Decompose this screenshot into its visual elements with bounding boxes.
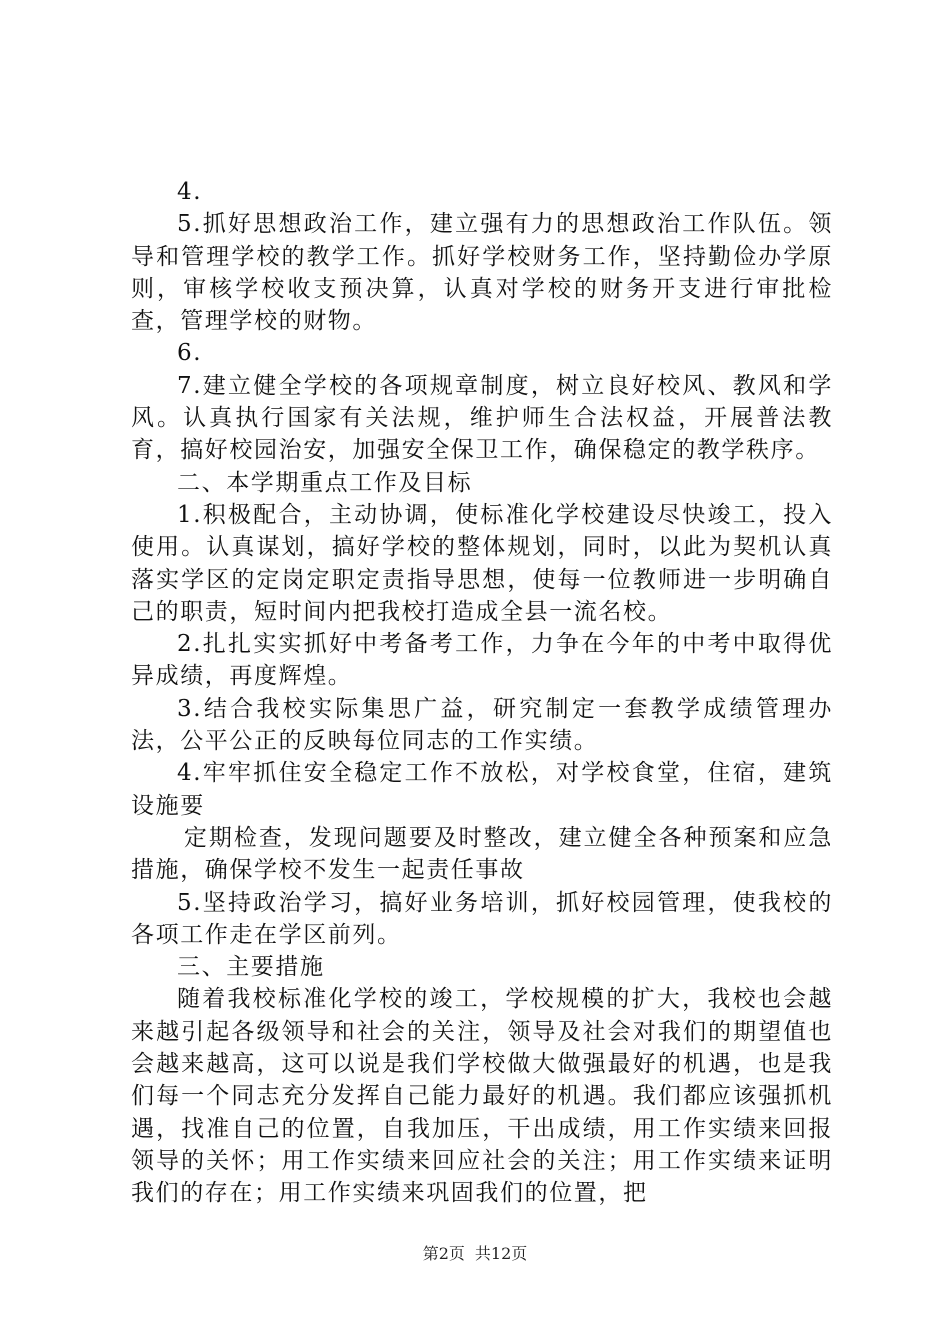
section-heading-key-work: 二、本学期重点工作及目标	[177, 469, 473, 496]
paragraph-item-5-political-work: 5.抓好思想政治工作，建立强有力的思想政治工作队伍。领导和管理学校的教学工作。抓好学校财务工作，坚持勤俭办学原则，审核学校收支预决算，认真对学校的财务开支进行审批检查，管理学校的财物。	[131, 211, 833, 335]
paragraph-measures-intro: 随着我校标准化学校的竣工，学校规模的扩大，我校也会越来越引起各级领导和社会的关注，领导及社会对我们的期望值也会越来越高，这可以说是我们学校做大做强最好的机遇，也是我们每一个同志充分发挥自己能力最好的机遇。我们都应该强抓机遇，找准自己的位置，自我加压，干出成绩，用工作实绩来回报领导的关怀；用工作实绩来回应社会的关注；用工作实绩来证明我们的存在；用工作实绩来巩固我们的位置，把	[131, 986, 833, 1207]
page-footer	[0, 1244, 950, 1264]
paragraph-goal-5: 5.坚持政治学习，搞好业务培训，抓好校园管理，使我校的各项工作走在学区前列。	[131, 889, 833, 948]
document-body	[131, 176, 833, 1210]
paragraph-goal-1: 1.积极配合，主动协调，使标准化学校建设尽快竣工，投入使用。认真谋划，搞好学校的整体规划，同时，以此为契机认真落实学区的定岗定职定责指导思想，使每一位教师进一步明确自己的职责，短时间内把我校打造成全县一流名校。	[131, 501, 833, 625]
paragraph-item-4: 4.	[177, 179, 203, 205]
paragraph-goal-2: 2.扎扎实实抓好中考备考工作，力争在今年的中考中取得优异成绩，再度辉煌。	[131, 631, 833, 690]
page-total: 共12页	[474, 1244, 528, 1263]
paragraph-goal-3: 3.结合我校实际集思广益，研究制定一套教学成绩管理办法，公平公正的反映每位同志的工作实绩。	[131, 695, 833, 755]
section-heading-measures: 三、主要措施	[177, 954, 325, 981]
paragraph-goal-4-continued: 定期检查，发现问题要及时整改，建立健全各种预案和应急措施，确保学校不发生一起责任事故	[131, 824, 833, 884]
paragraph-item-7-regulations: 7.建立健全学校的各项规章制度，树立良好校风、教风和学风。认真执行国家有关法规，维护师生合法权益，开展普法教育，搞好校园治安，加强安全保卫工作，确保稳定的教学秩序。	[131, 372, 833, 464]
page-number: 第2页	[422, 1244, 465, 1263]
paragraph-item-6: 6.	[177, 340, 203, 367]
paragraph-goal-4: 4.牢牢抓住安全稳定工作不放松，对学校食堂，住宿，建筑设施要	[131, 760, 833, 819]
